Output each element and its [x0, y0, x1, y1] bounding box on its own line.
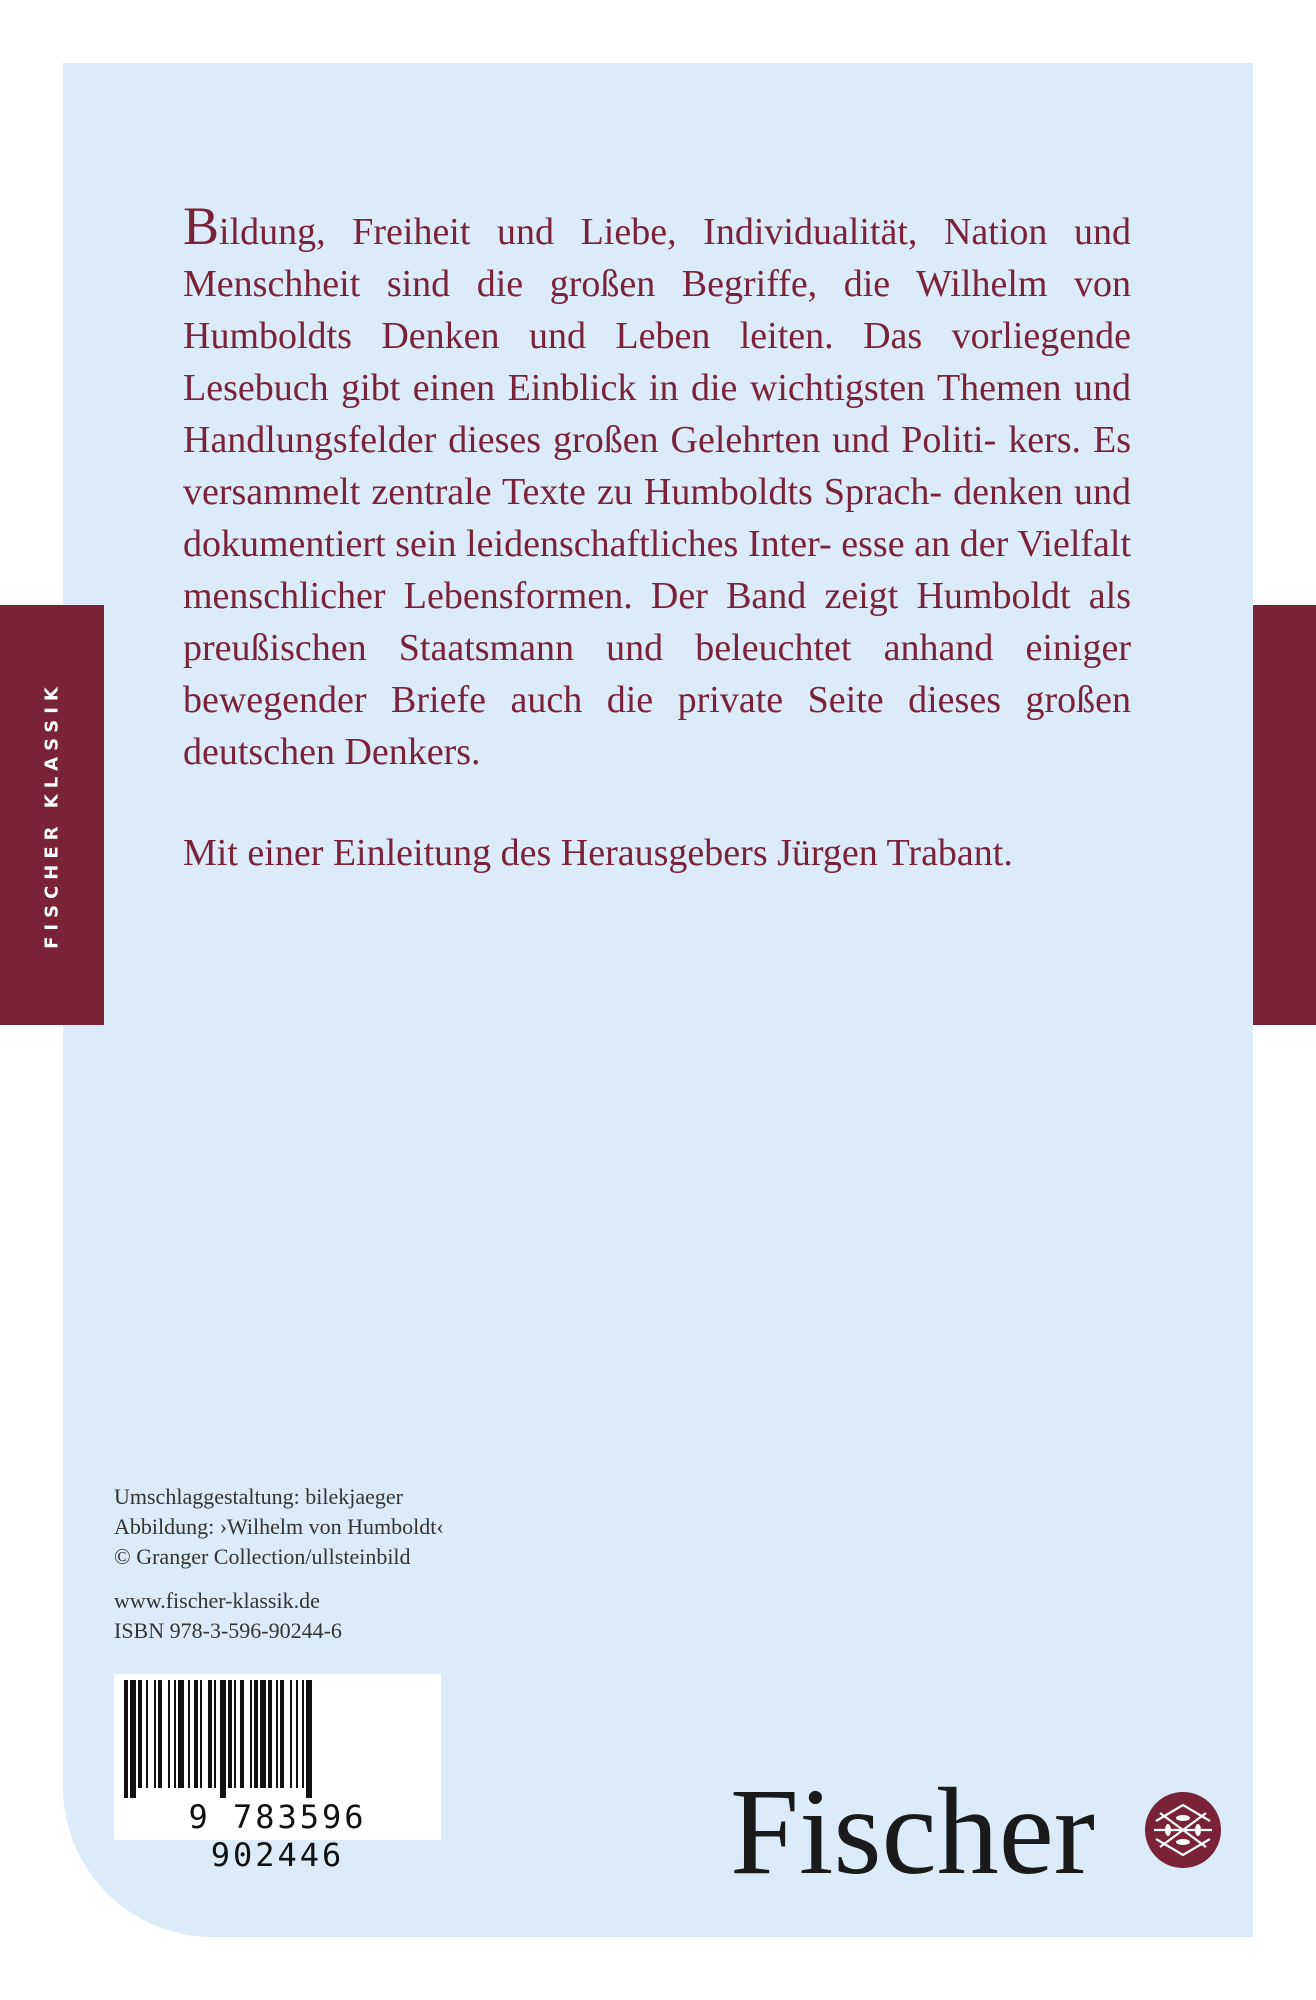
blurb-line: Menschheit sind die großen Begriffe, die Wilhelm von: [183, 263, 1131, 305]
blurb-line: ildung, Freiheit und Liebe, Individualität, Nation und: [219, 211, 1131, 253]
blurb-line: Band zeigt Humboldt als preußischen Staatsmann und: [183, 575, 1131, 669]
editor-intro: Mit einer Einleitung des Herausgebers Jürgen Trabant.: [183, 832, 1013, 874]
barcode-bar: [234, 1680, 236, 1788]
barcode-bar: [302, 1680, 304, 1788]
blurb-line: beleuchtet anhand einiger bewegender Briefe auch die: [183, 627, 1132, 721]
blurb-line: kers. Es versammelt zentrale Texte zu Humboldts Sprach-: [183, 419, 1132, 513]
barcode-bar: [158, 1680, 162, 1788]
barcode-bar: [124, 1680, 128, 1798]
blurb-text: [183, 196, 1132, 778]
cover-design-credit: Umschlaggestaltung: bilekjaeger: [114, 1484, 403, 1509]
barcode-bar: [200, 1680, 202, 1788]
barcode-bar: [208, 1680, 212, 1788]
barcode-bar: [146, 1680, 148, 1788]
isbn-number: ISBN 978-3-596-90244-6: [114, 1618, 342, 1643]
barcode-bar: [188, 1680, 190, 1788]
copyright-credit: © Granger Collection/ullsteinbild: [114, 1544, 411, 1569]
barcode-bars: [120, 1680, 435, 1798]
isbn-barcode: [114, 1674, 441, 1874]
credits-spacer: [114, 1572, 444, 1586]
barcode-bar: [296, 1680, 298, 1788]
barcode-bar: [138, 1680, 142, 1788]
barcode-bar: [290, 1680, 292, 1788]
blurb-dropcap: B: [183, 196, 220, 256]
barcode-bar: [174, 1680, 176, 1788]
barcode-bar: [228, 1680, 232, 1788]
fischer-fish-emblem-icon: [1144, 1791, 1222, 1869]
barcode-bar: [260, 1680, 266, 1788]
website-link[interactable]: www.fischer-klassik.de: [114, 1588, 320, 1613]
blurb-line: und Handlungsfelder dieses großen Gelehrten und Politi-: [183, 367, 1131, 461]
barcode-bar: [168, 1680, 170, 1788]
barcode-bar: [194, 1680, 198, 1788]
publisher-logo: Fischer: [730, 1763, 1096, 1900]
barcode-bar: [250, 1680, 252, 1788]
barcode-bar: [130, 1680, 136, 1798]
illustration-credit: Abbildung: ›Wilhelm von Humboldt‹: [114, 1514, 444, 1539]
blurb-line: denken und dokumentiert sein leidenschaftliches Inter-: [183, 471, 1131, 565]
blurb-line: Lesebuch gibt einen Einblick in die wichtigsten Themen: [183, 367, 1062, 409]
barcode-bar: [306, 1680, 312, 1798]
barcode-bar: [154, 1680, 156, 1788]
blurb-line: private Seite dieses großen deutschen Denkers.: [183, 679, 1132, 773]
barcode-bar: [240, 1680, 244, 1788]
barcode-bar: [220, 1680, 226, 1798]
series-tab-right: [1253, 605, 1316, 1025]
series-label: FISCHER KLASSIK: [41, 681, 63, 949]
credits-block: [114, 1482, 444, 1646]
barcode-bar: [268, 1680, 272, 1788]
barcode-bar: [280, 1680, 284, 1788]
barcode-bar: [178, 1680, 184, 1788]
barcode-bar: [254, 1680, 258, 1788]
barcode-bar: [276, 1680, 278, 1788]
barcode-digits: 9 783596 902446: [188, 1798, 367, 1874]
barcode-bar: [214, 1680, 216, 1788]
blurb-line: Humboldts Denken und Leben leiten. Das vorliegende: [183, 315, 1131, 357]
blurb-line: esse an der Vielfalt menschlicher Lebensformen. Der: [183, 523, 1132, 617]
